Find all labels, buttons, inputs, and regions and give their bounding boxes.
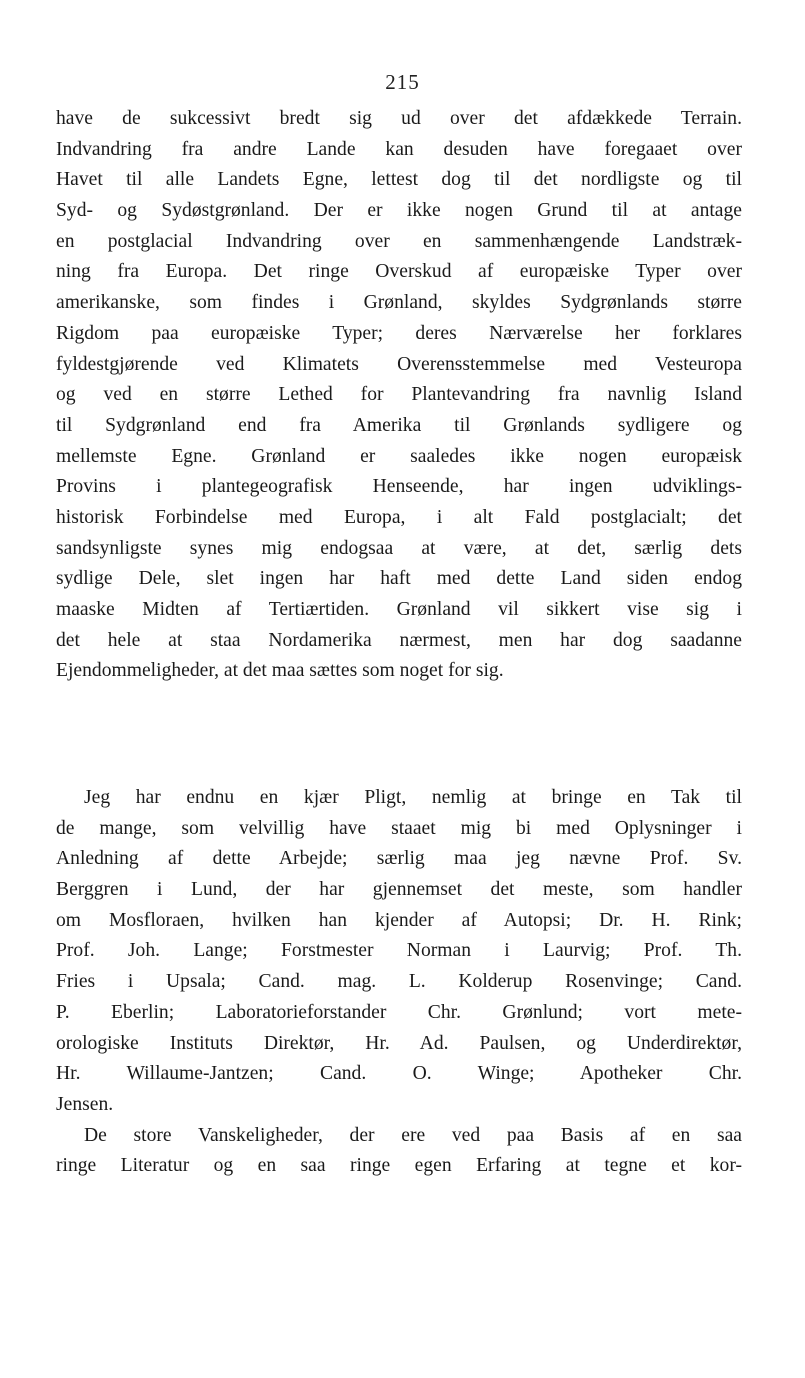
text-line: Hr. Willaume-Jantzen; Cand. O. Winge; Apotheker Chr.: [56, 1063, 742, 1085]
text-line: ning fra Europa. Det ringe Overskud af europæiske Typer over: [56, 261, 742, 283]
text-line: P. Eberlin; Laboratorieforstander Chr. Grønlund; vort mete-: [56, 1001, 742, 1023]
text-line: Rigdom paa europæiske Typer; deres Nærværelse her forklares: [56, 322, 742, 344]
text-line: Indvandring fra andre Lande kan desuden have foregaaet over: [56, 138, 742, 160]
text-line: fyldestgjørende ved Klimatets Overensstemmelse med Vesteuropa: [56, 353, 742, 375]
body-paragraph-1: [56, 104, 742, 687]
text-line: en postglacial Indvandring over en sammenhængende Landstræk-: [56, 230, 742, 252]
text-line: sydlige Dele, slet ingen har haft med dette Land siden endog: [56, 568, 742, 590]
text-line: Fries i Upsala; Cand. mag. L. Kolderup Rosenvinge; Cand.: [56, 971, 742, 993]
text-line: om Mosfloraen, hvilken han kjender af Autopsi; Dr. H. Rink;: [56, 909, 742, 931]
text-line: maaske Midten af Tertiærtiden. Grønland vil sikkert vise sig i: [56, 599, 742, 620]
page-number: 215: [385, 70, 420, 94]
text-line: ringe Literatur og en saa ringe egen Erfaring at tegne et kor-: [56, 1155, 742, 1177]
body-paragraph-2: [56, 783, 742, 1182]
text-line: have de sukcessivt bredt sig ud over det afdækkede Terrain.: [56, 108, 742, 129]
text-line: sandsynligste synes mig endogsaa at være, at det, særlig dets: [56, 537, 742, 559]
text-line: Anledning af dette Arbejde; særlig maa jeg nævne Prof. Sv.: [56, 848, 742, 870]
text-line: det hele at staa Nordamerika nærmest, men har dog saadanne: [56, 629, 742, 651]
text-line: De store Vanskeligheder, der ere ved paa Basis af en saa: [84, 1124, 742, 1146]
text-line: amerikanske, som findes i Grønland, skyldes Sydgrønlands større: [56, 292, 742, 314]
text-line: og ved en større Lethed for Plantevandring fra navnlig Island: [56, 384, 742, 406]
text-line: Syd- og Sydøstgrønland. Der er ikke nogen Grund til at antage: [56, 200, 742, 222]
text-line: Ejendommeligheder, at det maa sættes som noget for sig.: [56, 660, 504, 682]
text-line: mellemste Egne. Grønland er saaledes ikke nogen europæisk: [56, 445, 742, 467]
text-line: de mange, som velvillig have staaet mig bi med Oplysninger i: [56, 817, 742, 839]
text-line: Prof. Joh. Lange; Forstmester Norman i Laurvig; Prof. Th.: [56, 940, 742, 962]
text-line: orologiske Instituts Direktør, Hr. Ad. Paulsen, og Underdirektør,: [56, 1032, 742, 1054]
text-line: Havet til alle Landets Egne, lettest dog til det nordligste og til: [56, 169, 742, 191]
text-line: Berggren i Lund, der har gjennemset det meste, som handler: [56, 879, 742, 901]
text-line: til Sydgrønland end fra Amerika til Grønlands sydligere og: [56, 414, 742, 436]
text-line: Jeg har endnu en kjær Pligt, nemlig at bringe en Tak til: [84, 787, 742, 808]
text-line: historisk Forbindelse med Europa, i alt Fald postglacialt; det: [56, 506, 742, 528]
text-line: Jensen.: [56, 1093, 114, 1115]
text-line: Provins i plantegeografisk Henseende, har ingen udviklings-: [56, 476, 742, 498]
